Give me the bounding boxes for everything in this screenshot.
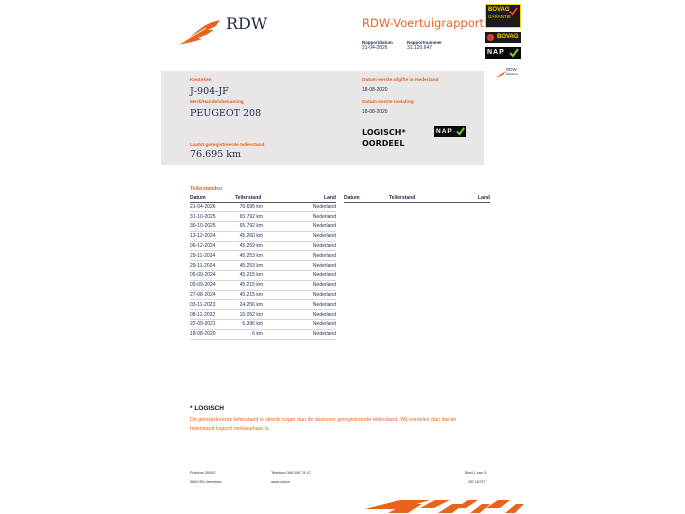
footer-code: 3/E 16737 [468,480,486,484]
cell-odometer: 76.695 km [235,202,277,212]
cell-odometer: 16.052 km [235,310,277,320]
cell-country: Nederland [277,261,336,271]
plate-value: J-904-JF [190,86,229,97]
make-label: Merk/Handelsbenaming [190,100,244,105]
table-row [190,241,336,251]
odometer-value: 76.695 km [190,149,242,160]
cell-odometer: 6.396 km [235,320,277,330]
cell-country: Nederland [277,241,336,251]
table-row [190,310,336,320]
cell-date: 22-09-2021 [190,320,235,330]
rdw-feather-small-icon [496,71,506,79]
footer-stripe-decoration [360,496,525,514]
cell-date: 05-09-2024 [190,271,235,281]
table-row [190,202,336,212]
odometer-label: Laatst geregistreerde tellerstand [190,143,265,148]
report-meta-date: Rapportdatum 21-04-2026 [362,40,393,51]
table-row [190,212,336,222]
cell-country: Nederland [277,251,336,261]
table-row [190,271,336,281]
cell-country: Nederland [277,310,336,320]
cell-country: Nederland [277,300,336,310]
cell-date: 05-09-2024 [190,280,235,290]
footer-page: Blad 1 van 3 [465,471,487,475]
footer-address2: 9640 RA Veendam [190,480,222,484]
table-row [190,222,336,232]
table-section-title: Tellerstanden [190,186,223,192]
bovag-garantie-badge: BOVAG GARANTIE [485,4,521,28]
cell-date: 21-04-2026 [190,202,235,212]
table-row [190,320,336,330]
check-icon [456,127,465,136]
verdict: LOGISCH* OORDEEL [362,128,406,148]
cell-date: 30-10-2025 [190,222,235,232]
table-row [190,300,336,310]
first-admit-label: Datum eerste toelating [362,100,414,105]
table-row [190,231,336,241]
cell-date: 08-11-2022 [190,310,235,320]
rdw-small-logo: RDW Rijksdienst [496,66,522,80]
rdw-logo [176,18,224,48]
first-nl-label: Datum eerste afgifte in Nederland [362,78,439,83]
cell-date: 29-11-2024 [190,261,235,271]
cell-date: 06-12-2024 [190,241,235,251]
footer-web[interactable]: www.rdw.nl [271,480,290,484]
cell-country: Nederland [277,202,336,212]
cell-country: Nederland [277,231,336,241]
cell-date: 31-10-2025 [190,212,235,222]
cell-date: 13-12-2024 [190,231,235,241]
table-row [190,280,336,290]
cell-country: Nederland [277,280,336,290]
cell-odometer: 45.259 km [235,241,277,251]
first-nl-value: 18-08-2020 [362,87,388,93]
cell-odometer: 45.215 km [235,271,277,281]
table-row [190,290,336,300]
cell-odometer: 6 km [235,329,277,339]
note-title: * LOGISCH [190,405,224,412]
note-text: De geregistreerde tellerstand is steeds hoger dan de daarvoor geregistreerde tellerstand. Wij oordelen dan dat de tellerstand logisch verklaarbaar is. [190,417,457,432]
cell-country: Nederland [277,212,336,222]
cell-date: 18-08-2020 [190,329,235,339]
report-title: RDW-Voertuigrapport [362,16,484,30]
table-row [190,251,336,261]
footer-phone: Telefoon 088 008 74 47 [271,471,311,475]
cell-date: 27-08-2024 [190,290,235,300]
make-value: PEUGEOT 208 [190,108,262,119]
bovag-q-icon [486,33,495,42]
col-date: Datum [344,194,389,202]
odometer-table-right [344,194,490,203]
cell-odometer: 45.260 km [235,231,277,241]
cell-odometer: 65.792 km [235,222,277,232]
table-header-row [190,194,336,202]
cell-odometer: 45.215 km [235,290,277,300]
cell-country: Nederland [277,329,336,339]
col-odometer: Tellerstand [235,194,277,202]
cell-country: Nederland [277,290,336,300]
col-country: Land [431,194,490,202]
plate-label: Kenteken [190,78,212,83]
bovag-badge: BOVAG [485,32,521,43]
cell-country: Nederland [277,320,336,330]
check-icon [509,7,518,16]
col-date: Datum [190,194,235,202]
cell-country: Nederland [277,271,336,281]
cell-odometer: 24.256 km [235,300,277,310]
odometer-table [190,194,336,340]
cell-date: 29-11-2024 [190,251,235,261]
nap-badge: NAP [434,126,466,137]
cell-country: Nederland [277,222,336,232]
table-header-row [344,194,490,202]
cell-odometer: 65.792 km [235,212,277,222]
cell-odometer: 45.253 km [235,261,277,271]
check-icon [509,48,519,58]
footer-address1: Postbus 30000 [190,471,216,475]
cell-odometer: 45.253 km [235,251,277,261]
cell-odometer: 45.215 km [235,280,277,290]
nap-badge-header: NAP [485,47,521,59]
cell-date: 03-11-2023 [190,300,235,310]
brand-name: RDW [226,14,268,33]
col-odometer: Tellerstand [389,194,431,202]
rdw-feather-icon [176,18,224,48]
table-row [190,261,336,271]
first-admit-value: 18-08-2020 [362,109,388,115]
table-row [190,329,336,339]
col-country: Land [277,194,336,202]
report-meta-number: Rapportnummer 31.120.647 [407,40,443,51]
